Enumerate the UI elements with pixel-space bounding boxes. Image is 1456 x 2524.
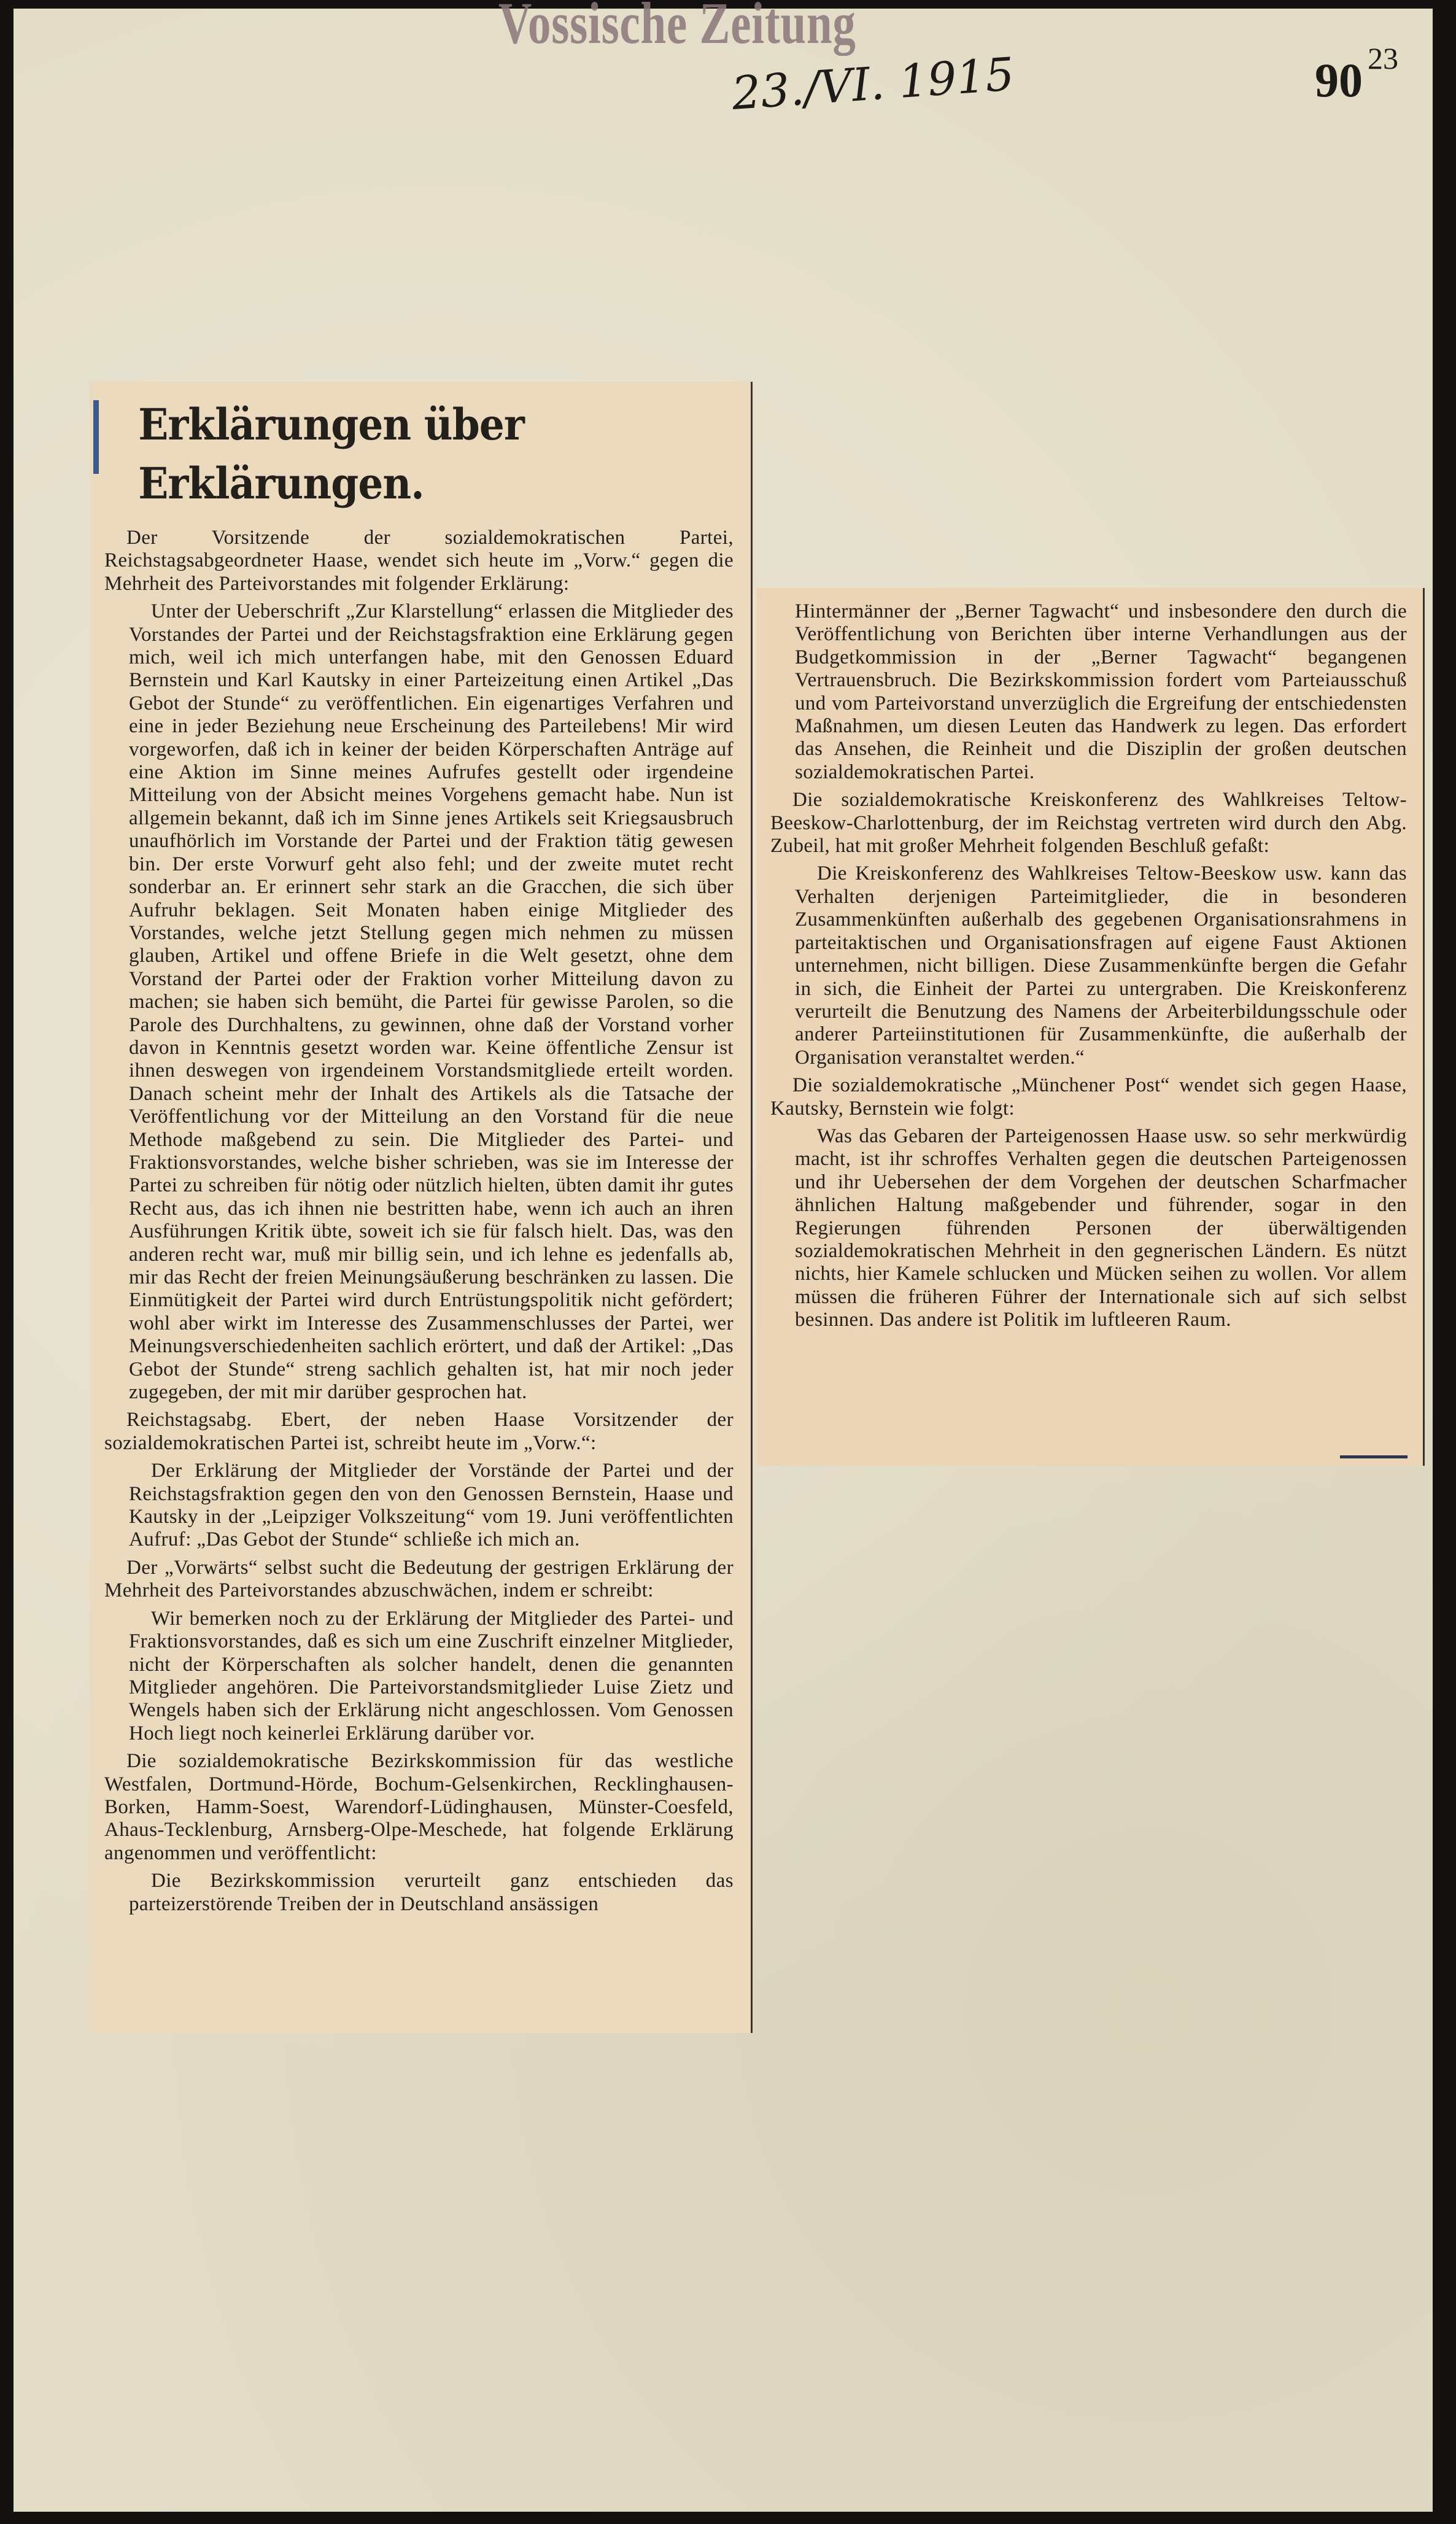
page-number-main: 90 — [1315, 53, 1363, 107]
quoted-paragraph: Was das Gebaren der Parteigenossen Haase usw. so sehr merkwürdig macht, ist ihr schroffes Verhalten gegen die deutschen Parteigenossen und ihr Uebersehen der dem Vorgehen der deutschen Scharfmacher ähnlichen Haltung maßgebender und führender, sogar in den Regierungen führenden Personen der überwältigenden sozialdemokratischen Mehrheit in den gegnerischen Ländern. Es nützt nichts, hier Kamele schlucken und Mücken seihen zu wollen. Vor allem müssen die früheren Führer der Internationale sich auf sich selbst besinnen. Das andere ist Politik im luftleeren Raum. — [795, 1125, 1407, 1331]
article-title: Erklärungen über Erklärungen. — [138, 399, 524, 509]
page-number — [1315, 41, 1398, 108]
quoted-paragraph: Die Bezirkskommission verurteilt ganz entschieden das parteizerstörende Treiben der in Deutschland ansässigen — [129, 1870, 734, 1915]
quoted-paragraph: Der Erklärung der Mitglieder der Vorstände der Partei und der Reichstagsfraktion gegen den von den Genossen Bernstein, Haase und Kautsky in der „Leipziger Volkszeitung“ vom 19. Juni veröffentlichten Aufruf: „Das Gebot der Stunde“ schließe ich mich an. — [129, 1460, 734, 1551]
page-number-sup: 23 — [1368, 41, 1398, 75]
clipping-right-column — [757, 588, 1425, 1466]
end-rule — [1340, 1455, 1408, 1458]
paragraph: Der Vorsitzende der sozialdemokratischen Partei, Reichstagsabgeordneter Haase, wendet sich heute im „Vorw.“ gegen die Mehrheit des Parteivorstandes mit folgender Erklärung: — [104, 527, 734, 595]
quoted-paragraph: Wir bemerken noch zu der Erklärung der Mitglieder des Partei- und Fraktionsvorstandes, daß es sich um eine Zuschrift einzelner Mitglieder, nicht der Körperschaften als solcher handelt, denen die genannten Mitglieder angehören. Die Parteivorstandsmitglieder Luise Zietz und Wengels haben sich der Erklärung nicht angeschlossen. Vom Genossen Hoch liegt noch keinerlei Erklärung darüber vor. — [129, 1607, 734, 1744]
paragraph: Die sozialdemokratische „Münchener Post“ wendet sich gegen Haase, Kautsky, Bernstein wie folgt: — [770, 1074, 1407, 1120]
handwritten-date: 23./VI. 1915 — [730, 48, 1016, 120]
clipping-left-column — [90, 382, 753, 2033]
paragraph: Die sozialdemokratische Bezirkskommission für das westliche Westfalen, Dortmund-Hörde, Bochum-Gelsenkirchen, Recklinghausen-Borken, Hamm-Soest, Warendorf-Lüdinghausen, Münster-Coesfeld, Ahaus-Tecklenburg, Arnsberg-Olpe-Meschede, hat folgende Erklärung angenommen und veröffentlicht: — [104, 1750, 734, 1864]
left-column-body — [104, 527, 734, 1916]
quoted-paragraph: Hintermänner der „Berner Tagwacht“ und insbesondere den durch die Veröffentlichung von Berichten über interne Verhandlungen aus der Budgetkommission in der „Berner Tagwacht“ begangenen Vertrauensbruch. Die Bezirkskommission fordert vom Parteiausschuß und vom Parteivorstand unverzüglich die Ergreifung der entschiedensten Maßnahmen, um diesen Leuten das Handwerk zu legen. Das erfordert das Ansehen, die Reinheit und die Disziplin der großen deutschen sozialdemokratischen Partei. — [795, 600, 1407, 783]
quoted-paragraph: Unter der Ueberschrift „Zur Klarstellung“ erlassen die Mitglieder des Vorstandes der Partei und der Reichstagsfraktion eine Erklärung gegen mich, weil ich mich unterfangen habe, mit den Genossen Eduard Bernstein und Karl Kautsky in einer Parteizeitung einen Artikel „Das Gebot der Stunde“ zu veröffentlichen. Ein eigenartiges Verfahren und eine in jeder Beziehung neue Erscheinung des Parteilebens! Mir wird vorgeworfen, daß ich in keiner der beiden Körperschaften Anträge auf eine Aktion im Sinne meines Aufrufes gestellt oder irgendeine Mitteilung von der Absicht meines Vorgehens gemacht habe. Nun ist allgemein bekannt, daß ich im Sinne jenes Artikels seit Kriegsausbruch unaufhörlich im Vorstande der Partei und der Fraktion tätig gewesen bin. Der erste Vorwurf geht also fehl; und der zweite mutet recht sonderbar an. Er erinnert sehr stark an die Gracchen, die sich über Aufruhr beklagen. Seit Monaten haben einige Mitglieder des Vorstandes, welche jetzt Stellung gegen mich nehmen zu müssen glauben, Artikel und offene Briefe in die Welt gesetzt, ohne dem Vorstand der Partei oder der Fraktion vorher Mitteilung davon zu machen; sie haben sich bemüht, die Partei für gewisse Parolen, so die Parole des Durchhaltens, zu gewinnen, ohne daß der Vorstand vorher davon in Kenntnis gesetzt worden war. Keine öffentliche Zensur ist ihnen deswegen von irgendeinem Vorstandsmitgliede erteilt worden. Danach scheint mehr der Inhalt des Artikels als die Tatsache der Veröffentlichung vor der Mitteilung an den Vorstand für die neue Methode maßgebend zu sein. Die Mitglieder des Partei- und Fraktionsvorstandes, welche bisher schrieben, was sie im Interesse der Partei zu schreiben für nötig oder nützlich hielten, übten damit ihr gutes Recht aus, das ich ihnen nie bestritten habe, wenn ich auch an ihren Ausführungen Kritik übte, soweit ich sie für falsch hielt. Das, was den anderen recht war, muß mir billig sein, und ich lehne es jedenfalls ab, mir das Recht der freien Meinungsäußerung beschränken zu lassen. Die Einmütigkeit der Partei wird durch Entrüstungspolitik nicht gefördert; wohl aber wirkt im Interesse des Zusammenschlusses der Partei, wer Meinungsverschiedenheiten sachlich erörtert, und daß der Artikel: „Das Gebot der Stunde“ streng sachlich gehalten ist, hat mir noch jeder zugegeben, der mit mir darüber gesprochen hat. — [129, 600, 734, 1404]
paragraph: Die sozialdemokratische Kreiskonferenz des Wahlkreises Teltow-Beeskow-Charlottenburg, der im Reichstag vertreten wird durch den Abg. Zubeil, hat mit großer Mehrheit folgenden Beschluß gefaßt: — [770, 789, 1407, 857]
blue-pencil-mark — [93, 400, 99, 474]
newspaper-stamp: Vossische Zeitung — [498, 0, 856, 56]
paragraph: Reichstagsabg. Ebert, der neben Haase Vorsitzender der sozialdemokratischen Partei ist, schreibt heute im „Vorw.“: — [104, 1409, 734, 1454]
right-column-body — [770, 600, 1407, 1332]
quoted-paragraph: Die Kreiskonferenz des Wahlkreises Teltow-Beeskow usw. kann das Verhalten derjenigen Parteimitglieder, die in besonderen Zusammenkünften außerhalb des gegebenen Organisationsrahmens in parteitaktischen und Organisationsfragen auf eigene Faust Aktionen unternehmen, nicht billigen. Diese Zusammenkünfte bergen die Gefahr in sich, die Einheit der Partei zu untergraben. Die Kreiskonferenz verurteilt die Benutzung des Namens der Arbeiterbildungsschule oder anderer Parteiinstitutionen für Zusammenkünfte, die außerhalb der Organisation veranstaltet werden.“ — [795, 862, 1407, 1069]
paragraph: Der „Vorwärts“ selbst sucht die Bedeutung der gestrigen Erklärung der Mehrheit des Parteivorstandes abzuschwächen, indem er schreibt: — [104, 1556, 734, 1602]
